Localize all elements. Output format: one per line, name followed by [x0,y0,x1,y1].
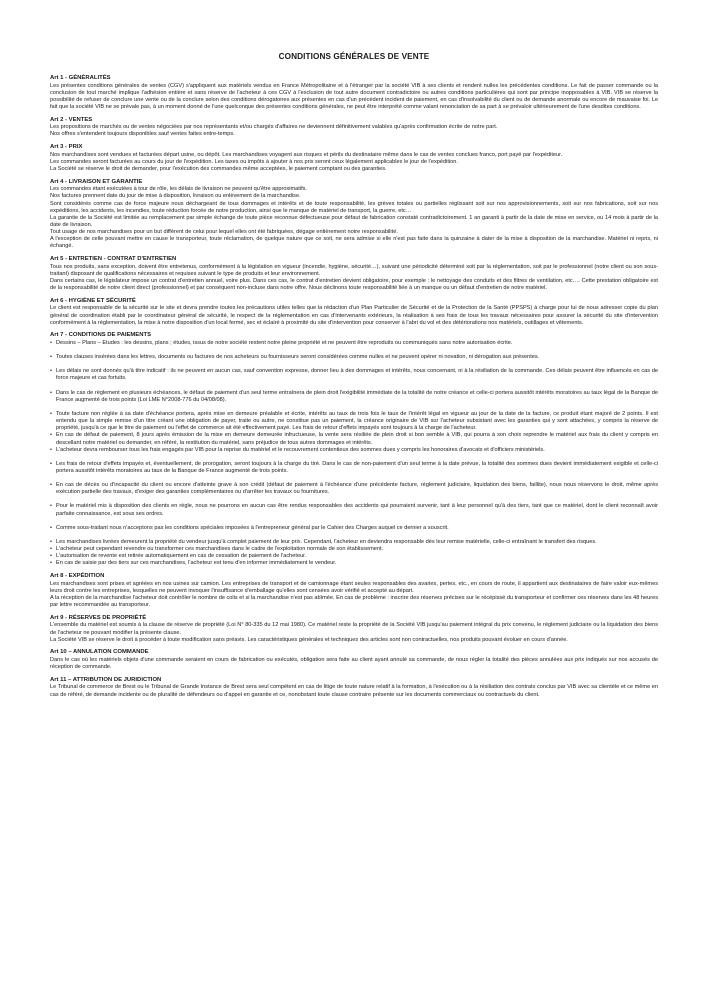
article-paragraph: A l'exception de celle pouvant mettre en cause le transporteur, toute réclamation, de quelque nature que ce soit, ne sera admise si elle n'est pas faite dans la quinzaine à dater de la mise à disposition de la marchandise. Matériel ni repris, ni échangé. [50,236,658,250]
article-section [50,75,658,111]
article-paragraph: Nos marchandises sont vendues et facturées départ usine, ou dépôt. Les marchandises voyagent aux risques et périls du destinataire même dans le cas de ventes conclues franco, port payé par l'expéditeur. [50,151,563,158]
article-paragraph: Sont considérés comme cas de force majeure nous déchargeant de tous dommages et intérêts et de toute responsabilité, les grèves totales ou partielles réglissant soit sur nos approvisionnements, soit sur nos fabrications, soit sur nos expéditions, les accidents, les incendies, toute réduction forcée de notre production, ainsi que le manque de matériel de transport, la guerre, etc… [50,200,658,214]
bullet-item: • En cas de décès ou d'incapacité du client ou encore d'atteinte grave à son crédit (défaut de paiement à l'échéance d'une précédente facture, réglement judiciaire, liquidation des biens, faillite), nous nous réservons le droit, même après exécution partielle des travaux, d'exiger des garanties complémentaires ou d'arrêter les travaux ou fournitures. [50,482,658,496]
article-section [50,144,658,173]
article-paragraph: Tout usage de nos marchandises pour un but différent de celui pour lequel elles ont été fabriquées, dégage entièrement notre responsabilité. [50,229,398,236]
article-paragraph: A la réception de la marchandise l'acheteur doit contrôler le nombre de colis et si la marchandise n'est pas abîmée. En cas de problème : inscrire des réserves précises sur le récépissé du transporteur et confirmer ces réserves dans les 48 heures par lettre recommandée au transporteur. [50,594,658,609]
article-heading: Art 9 - RÉSERVES DE PROPRIÉTÉ [50,614,147,621]
article-section [50,256,658,292]
bullet-item: • Dans le cas de règlement en plusieurs échéances, le défaut de paiement d'un seul terme entraînera de plein droit l'exigibilité immédiate de la totalité de notre créance et celle-ci portera aussitôt intérêts moratoires au taux légal de la Banque de France augmenté de trois points (Loi LME N°2008-776 du 04/08/08). [50,390,658,404]
article-section [50,179,658,251]
article-paragraph: Les propositions de marchés ou de ventes négociées par nos représentants et/ou chargés d'affaires ne deviennent définitivement valables qu'après confirmation écrite de notre part. [50,124,498,131]
bullet-item: • L'autorisation de revente est retirée automatiquement en cas de cessation de paiement de l'acheteur. [50,553,658,560]
article-section [50,298,658,327]
bullet-item: • En cas de défaut de paiement, 8 jours après émission de la mise en demeure demeurée infructueuse, la vente sera résiliée de plein droit si bon semble à VIB, qui pourra à son choix reprendre le matériel aux frais du client y compris en descellant notre matériel ou demander, en référé, la restitution du matériel, sans préjudice de tous autres dommages et intérêts. [50,432,658,446]
sections-container [50,75,658,699]
article-paragraph: Tous nos produits, sans exception, doivent être entretenus, conformément à la législation en vigueur (incendie, hygiène, sécurité…), suivant une périodicité déterminé soit par la réglementation, soit par le professionnel (notre client ou son sous-traitant) disposant de qualifications nécessaires et requises suivant le type de produits et leur environnement. [50,263,658,277]
article-heading: Art 6 - HYGIÈNE ET SÉCURITÉ [50,297,136,304]
bullet-item: • Les frais de retour d'effets impayés et, éventuellement, de prorogation, seront toujours à la charge du tiré. Dans le cas de non-paiement d'un seul terme à la date prévue, la totalité des sommes dues devient immédiatement exigible et celle-ci portera aussitôt intérêts moratoires au taux de la Banque de France augmenté de trois points. [50,461,658,475]
article-paragraph: Le client est responsable de la sécurité sur le site et devra prendre toutes les précautions utiles telles que la rédaction d'un Plan Particulier de Sécurité et de la Protection de la Santé (PPSPS) à charge pour lui de nous adresser copie du plan général de coordination établi par le coordinateur général de sécurité, le respect de la réglementation en cas d'intervenants extérieurs, la réalisation à ses frais de tous les travaux nécessaires pour assurer la sécurité du site d'intervention conformément à la réglementation, la mise à notre disposition d'un local fermé, sec et éclairé à proximité du site d'intervention pour conserver à l'abri du vol et des détériorations nos matériels, outillages et vêtements. [50,305,658,326]
bullet-item: • Pour le matériel mis à disposition des clients en règle, nous ne pourrons en aucun cas être rendus responsables des accidents qui pourraient survenir, tant à leur personnel qu'à des tiers, tant que ce matériel, dont le client reconnaît avoir parfaite connaissance, est sous ses ordres. [50,503,658,517]
article-heading: Art 2 - VENTES [50,116,93,123]
article-paragraph: La garantie de la Société est limitée au remplacement par simple échange de toute pièce reconnue défectueuse pour défaut de fabrication constaté contradictoirement. 1 an garanti à partir de la date de mise en service, ou 14 mois à partir de la date de livraison. [50,214,658,228]
bullet-item: • Dessins – Plans – Etudes : les dessins, plans ; études, issus de notre société restent notre pleine propriété et ne peuvent être reproduits ou communiqués sans notre autorisation écrite. [50,340,658,347]
article-heading: Art 7 - CONDITIONS DE PAIEMENTS [50,332,152,339]
article-paragraph: Les présentes conditions générales de ventes (CGV) s'appliquent aux matériels vendus en France Métropolitaine et à l'étranger par la société VIB à ses clients et rendent nulles les précédentes conditions. Le fait de passer commande ou la conclusion de tout marché implique l'adhésion entière et sans réserve de l'acheteur à ces CGV à l'exclusion de tout autre document contradictoire ou autres conditions particulières qui sont par principe inopposables à VIB. VIB se réserve la possibilité de refuser de conclure une vente ou de la conclure selon des conditions dérogatoires aux présentes en cas d'un précédent incident de paiement, en cas d'insolvabilité du client ou de demande anormale ou encore de mauvaise foi. Le fait que la société VIB ne se prévale pas, à un moment donné de l'une quelconque des présentes conditions générales, ne peut être interprété comme valant renonciation de sa part à se prévaloir ultérieurement de l'une desdites conditions. [50,82,658,110]
bullet-item: • Toute facture non réglée à sa date d'échéance portera, après mise en demeure préalable et écrite, intérêts au taux de trois fois le taux de l'intérêt légal en vigueur au jour de la date de la facture, ce produit étant majoré de 2 points. Il est entendu que la simple remise d'un titre créant une obligation de payer, traite ou autre, ne constitue pas un paiement, la créance originaire de VIB sur l'acheteur subsistant avec les garanties qui y sont attachées, y compris la réserve de propriété, jusqu'à ce que le titre de paiement ou l'effet de commerce ait été effectivement payé. Les frais de retour d'effets impayés sont toujours à la charge de l'acheteur. [50,411,658,432]
article-paragraph: Le Tribunal de commerce de Brest ou le Tribunal de Grande Instance de Brest sera seul compétent en cas de litige de toute nature relatif à la formation, à l'exécution ou à la résiliation des contrats conclus par VIB avec sa clientèle et ce même en cas de référé, de demande incidente ou de pluralité de défendeurs ou d'appel en garantie et ce, nonobstant toute clause contraire présente sur les documents commerciaux ou contractuels du client. [50,684,658,698]
article-heading: Art 1 - GÉNÉRALITÉS [50,75,111,81]
article-paragraph: Les commandes seront facturées au cours du jour de l'expédition. Les taxes ou impôts à ajouter à nos prix seront ceux légalement applicables le jour de l'expédition. [50,158,458,165]
article-paragraph: La Société VIB se réserve le droit à procéder à toute modification sans préavis. Les caractéristiques générales et techniques des articles sont non contractuelles, nos produits pouvant évoluer en cours d'année. [50,636,568,643]
bullet-item: • Les marchandises livrées demeurent la propriété du vendeur jusqu'à complet paiement de leur prix. Cependant, l'acheteur en deviendra responsable dès leur remise matérielle, celle-ci entraînant le transfert des risques. [50,539,658,546]
article-paragraph: L'ensemble du matériel est soumis à la clause de réserve de propriété (Loi N° 80-335 du 12 mai 1980). Ce matériel reste la propriété de la Société VIB jusqu'au paiement intégral du prix convenu, le règlement judiciaire ou la liquidation des biens de l'acheteur ne pouvant modifier la présente clause. [50,622,658,636]
article-paragraph: Dans certains cas, le législateur impose un contrat d'entretien annuel, voire plus. Dans ces cas, le contrat d'entretien devient obligatoire, pour exemple : le nettoyage des conduits et des filtres de ventilation, etc…. Cette prestation obligatoire est de la responsabilité de notre client direct (professionnel) et par conséquent non-incluse dans notre offre. Nous déclinons toute responsabilité liée à un manque ou un défaut d'entretien de notre matériel. [50,278,658,292]
document-title: CONDITIONS GÉNÉRALES DE VENTE [278,52,430,61]
article-paragraph: Nos factures prennent date du jour de mise à disposition, livraison ou enlèvement de la marchandise. [50,193,301,200]
article-section [50,332,658,567]
article-heading: Art 11 – ATTRIBUTION DE JURIDICTION [50,676,162,683]
bullet-item: • Comme sous-traitant nous n'acceptons pas les conditions spéciales imposées à l'entrepreneur général par le Cahier des Charges auquel ce dernier a souscrit. [50,525,658,532]
bullet-list [50,340,658,568]
article-paragraph: La Société se réserve le droit de demander, pour l'exécution des commandes même acceptées, le paiement comptant ou des garanties. [50,165,387,172]
bullet-item: • L'acheteur devra rembourser tous les frais engagés par VIB pour la reprise du matériel et le recouvrement contentieux des sommes dues y compris les honoraires d'avocats et d'officiers ministériels. [50,447,658,454]
bullet-item: • Les délais ne sont donnés qu'à titre indicatif : ils ne peuvent en aucun cas, sauf convention expresse, donner lieu à des dommages et intérêts, nous concernant, ni à la résiliation de la commande. Ces délais peuvent être influencés en cas de force majeure et cas fortuits. [50,368,658,382]
article-section [50,573,658,609]
bullet-item: • En cas de saisie par des tiers sur ces marchandises, l'acheteur est tenu d'en informer immédiatement le vendeur. [50,560,658,567]
article-paragraph: Nos offres s'entendent toujours disponibles sauf ventes faites entre-temps. [50,131,235,138]
article-heading: Art 5 - ENTRETIEN - CONTRAT D'ENTRETIEN [50,256,177,263]
article-heading: Art 8 - EXPÉDITION [50,573,105,580]
article-section [50,649,658,671]
article-heading: Art 4 - LIVRAISON ET GARANTIE [50,178,143,185]
article-section [50,117,658,139]
bullet-item: • Toutes clauses insérées dans les lettres, documents ou factures de nos acheteurs ou fournisseurs seront considérées comme nulles et ne peuvent opérer ni novation, ni dérogation aux présentes. [50,354,658,361]
bullet-item: • L'acheteur peut cependant revendre ou transformer ces marchandises dans le cadre de l'exploitation normale de son établissement. [50,546,658,553]
article-paragraph: Les marchandises sont prises et agréées en nos usines sur camion. Les entreprises de transport et de camionnage étant seules responsables des avaries, pertes, etc., en cours de route, il appartient aux destinataires de faire valoir eux-mêmes leurs droit contre les entreprises, lesquelles ne peuvent invoquer l'insuffisance d'emballage qu'elles sont censées avoir vérifié et accepté au départ. [50,580,658,594]
article-heading: Art 10 – ANNULATION COMMANDE [50,649,149,656]
article-heading: Art 3 - PRIX [50,144,83,151]
article-paragraph: Les commandes étant exécutées à tour de rôle, les délais de livraison ne peuvent qu'être approximatifs. [50,186,307,193]
article-section [50,615,658,644]
article-section [50,677,658,699]
article-paragraph: Dans le cas où les matériels objets d'une commande seraient en cours de fabrication ou exécutés, obligation sera faite au client ayant annulé sa commande, de nous régler la totalité des pièces annulées aux prix indiqués sur nos accusés de réception de commande. [50,656,658,671]
